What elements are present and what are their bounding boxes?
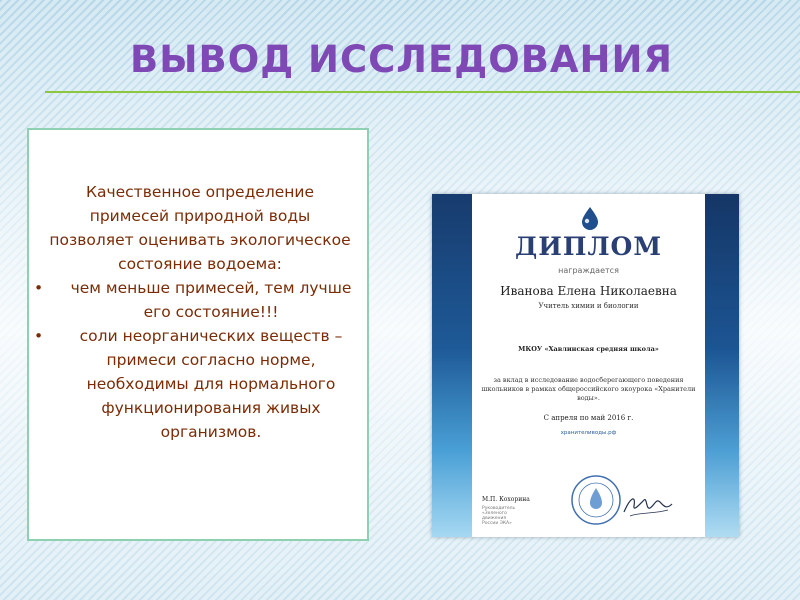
title-divider	[45, 91, 800, 93]
diploma-content	[472, 194, 705, 537]
conclusion-bullet-item	[29, 276, 371, 324]
bullet-dot-icon: •	[34, 327, 44, 345]
diploma-body-text: за вклад в исследование водосберегающего поведения школьников в рамках общероссийского экоурока «Хранители воды».	[481, 376, 696, 402]
conclusion-bullet-text: соли неорганических веществ – примеси согласно норме, необходимы для нормального функционирования живых организмов.	[79, 327, 343, 441]
conclusion-text	[29, 180, 371, 444]
conclusion-text-box	[27, 128, 369, 541]
diploma-certificate-image	[432, 194, 739, 537]
diploma-title: ДИПЛОМ	[514, 232, 662, 261]
handwritten-signature-icon	[620, 490, 676, 520]
slide-title: ВЫВОД ИССЛЕДОВАНИЯ	[130, 38, 673, 81]
diploma-position: Учитель химии и биологии	[538, 302, 639, 310]
water-left-band	[432, 194, 472, 537]
conclusion-bullet-text: чем меньше примесей, тем лучше его состояние!!!	[70, 279, 352, 321]
diploma-signer-role: Руководитель «Зеленого движения России ЭКА»	[482, 506, 516, 526]
diploma-subtitle: награждается	[558, 266, 619, 275]
diploma-recipient: Иванова Елена Николаевна	[500, 284, 677, 298]
conclusion-bullet-item	[29, 324, 371, 444]
diploma-date: С апреля по май 2016 г.	[543, 414, 634, 422]
diploma-signer: М.П. Кохорина	[482, 496, 530, 503]
round-seal-icon	[570, 474, 622, 526]
bullet-dot-icon: •	[34, 279, 44, 297]
diploma-website: хранителиводы.рф	[560, 430, 617, 436]
water-drop-logo-icon	[580, 206, 600, 230]
diploma-school: МКОУ «Хавлинская средняя школа»	[518, 345, 659, 353]
water-right-band	[705, 194, 739, 537]
conclusion-intro: Качественное определение примесей природной воды позволяет оценивать экологическое состояние водоема:	[49, 183, 351, 273]
